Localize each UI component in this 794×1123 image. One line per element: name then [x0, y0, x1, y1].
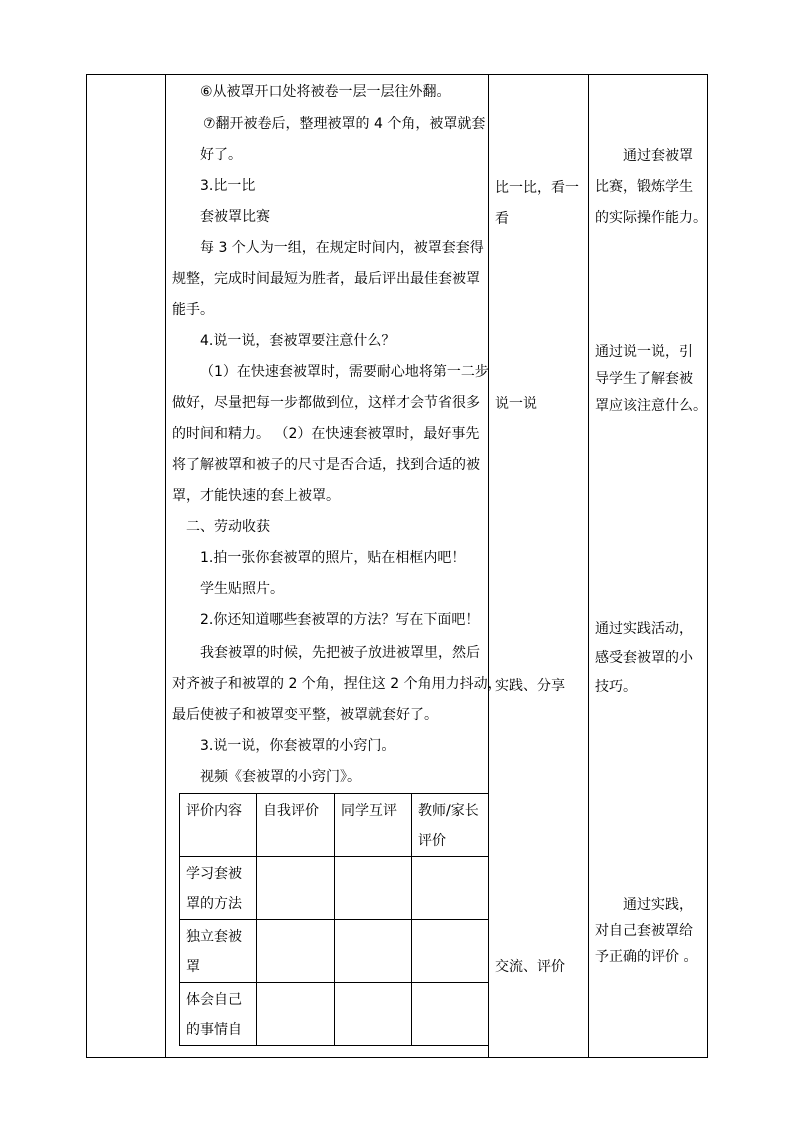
table-left-border	[86, 74, 87, 1058]
eval-header-teacher: 教师/家长评价	[418, 803, 479, 849]
eval-header-content: 评价内容	[186, 803, 242, 819]
section-4-para-line3: 的时间和精力。 （2）在快速套被罩时，最好事先	[172, 426, 480, 442]
part-2-item-2: 2.你还知道哪些套被罩的方法？写在下面吧！	[200, 612, 480, 628]
part-2-item-1: 1.拍一张你套被罩的照片，贴在相框内吧！	[200, 550, 466, 566]
eval-col-divider-1	[256, 793, 257, 1046]
eval-row-3-label: 体会自己的事情自	[186, 992, 242, 1038]
section-3-para-line1: 每 3 个人为一组，在规定时间内，被罩套套得	[200, 240, 484, 256]
part-2-item-2-line2: 对齐被子和被罩的 2 个角，捏住这 2 个角用力抖动，	[172, 676, 502, 692]
eval-col-divider-0	[179, 793, 180, 1046]
part-2-title: 二、劳动收获	[186, 519, 270, 535]
purpose-4-line1: 通过实践，	[623, 897, 693, 913]
eval-col-divider-3	[411, 793, 412, 1046]
eval-header-peer: 同学互评	[341, 803, 397, 819]
eval-row-1-label: 学习套被罩的方法	[186, 866, 242, 912]
section-4-para-line2: 做好，尽量把每一步都做到位，这样才会节省很多	[172, 395, 480, 411]
eval-row-2-label: 独立套被罩	[186, 929, 242, 975]
column-divider-1	[165, 74, 166, 1058]
purpose-2-line3: 罩应该注意什么。	[595, 398, 707, 414]
purpose-4-line2: 对自己套被罩给	[595, 923, 693, 939]
activity-3: 实践、分享	[495, 678, 565, 694]
purpose-1-line2: 比赛，锻炼学生	[595, 179, 693, 195]
part-2-item-3: 3.说一说，你套被罩的小窍门。	[200, 738, 396, 754]
part-2-item-3-video: 视频《套被罩的小窍门》。	[200, 769, 361, 785]
column-divider-2	[488, 74, 489, 1058]
table-bottom-border	[86, 1057, 708, 1058]
section-3-title: 3.比一比	[200, 178, 256, 194]
purpose-2-line2: 导学生了解套被	[595, 371, 693, 387]
purpose-2-line1: 通过说一说，引	[595, 344, 693, 360]
table-right-border	[707, 74, 708, 1058]
purpose-3-line2: 感受套被罩的小	[595, 650, 693, 666]
table-top-border	[86, 74, 708, 75]
purpose-4-line3: 予正确的评价 。	[595, 949, 698, 965]
section-3-subtitle: 套被罩比赛	[200, 209, 270, 225]
part-2-item-1-note: 学生贴照片。	[200, 581, 284, 597]
eval-col-divider-2	[334, 793, 335, 1046]
part-2-item-2-line1: 我套被罩的时候，先把被子放进被罩里，然后	[200, 645, 480, 661]
column-divider-3	[588, 74, 589, 1058]
activity-1-line1: 比一比，看一	[495, 180, 579, 196]
activity-4: 交流、评价	[495, 959, 565, 975]
part-2-item-2-line3: 最后使被子和被罩变平整，被罩就套好了。	[172, 707, 438, 723]
step-7-text-line2: 好了。	[200, 147, 242, 163]
purpose-1-line1: 通过套被罩	[623, 148, 693, 164]
section-3-para-line2: 规整，完成时间最短为胜者，最后评出最佳套被罩	[172, 271, 480, 287]
step-6-text: ⑥从被罩开口处将被卷一层一层往外翻。	[200, 84, 451, 100]
activity-2: 说一说	[495, 396, 537, 412]
section-4-para-line5: 罩，才能快速的套上被罩。	[172, 488, 340, 504]
eval-header-self: 自我评价	[263, 803, 319, 819]
activity-1-line2: 看	[495, 211, 509, 227]
section-4-para-line4: 将了解被罩和被子的尺寸是否合适，找到合适的被	[172, 457, 480, 473]
step-7-text-line1: ⑦翻开被卷后，整理被罩的 4 个角，被罩就套	[203, 116, 486, 132]
section-4-title: 4.说一说，套被罩要注意什么？	[200, 333, 396, 349]
section-4-para-line1: （1）在快速套被罩时，需要耐心地将第一二步	[200, 364, 489, 380]
purpose-1-line3: 的实际操作能力。	[595, 210, 707, 226]
purpose-3-line1: 通过实践活动，	[595, 621, 693, 637]
section-3-para-line3: 能手。	[172, 302, 214, 318]
purpose-3-line3: 技巧。	[595, 679, 637, 695]
